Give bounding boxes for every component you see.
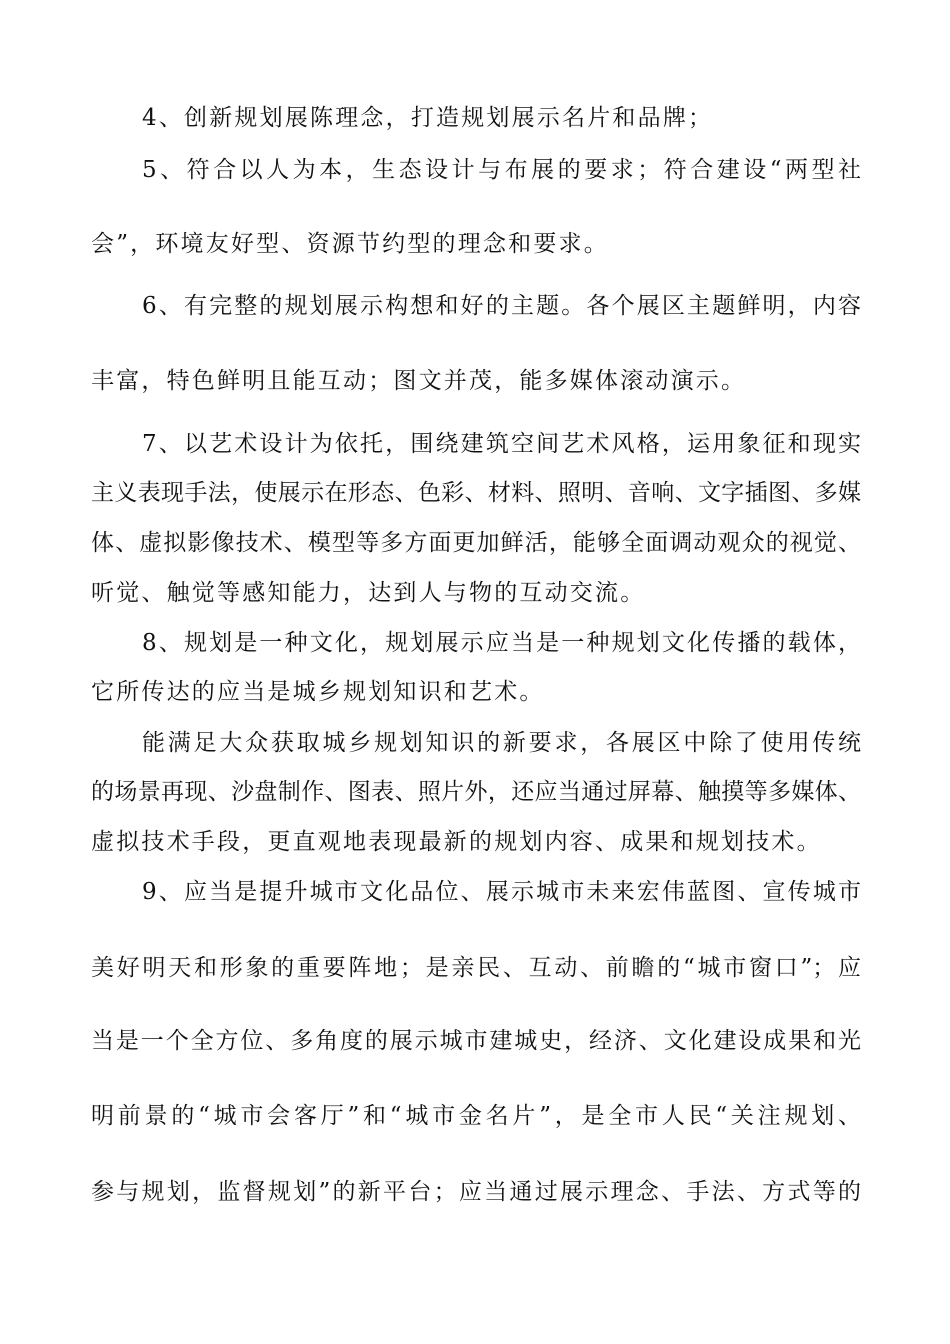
paragraph-9-line-2: 美好明天和形象的重要阵地；是亲民、互动、前瞻的“城市窗口”；应	[91, 955, 861, 981]
paragraph-5-line-2: 会”，环境友好型、资源节约型的理念和要求。	[91, 231, 609, 257]
paragraph-8-line-1: 8、规划是一种文化，规划展示应当是一种规划文化传播的载体，	[142, 630, 861, 656]
paragraph-6-line-1: 6、有完整的规划展示构想和好的主题。各个展区主题鲜明，内容	[142, 293, 861, 319]
paragraph-6-line-2: 丰富，特色鲜明且能互动；图文并茂，能多媒体滚动演示。	[91, 368, 747, 394]
paragraph-9-line-1: 9、应当是提升城市文化品位、展示城市未来宏伟蓝图、宣传城市	[142, 879, 861, 905]
paragraph-5-line-1: 5、符合以人为本，生态设计与布展的要求；符合建设“两型社	[142, 157, 861, 183]
paragraph-9-line-4: 明前景的“城市会客厅”和“城市金名片”，是全市人民“关注规划、	[91, 1103, 861, 1129]
paragraph-9-line-5: 参与规划，监督规划”的新平台；应当通过展示理念、手法、方式等的	[91, 1179, 861, 1205]
paragraph-8-line-2: 它所传达的应当是城乡规划知识和艺术。	[91, 679, 545, 705]
paragraph-7-line-2: 主义表现手法，使展示在形态、色彩、材料、照明、音响、文字插图、多媒	[91, 480, 861, 506]
paragraph-7-line-3: 体、虚拟影像技术、模型等多方面更加鲜活，能够全面调动观众的视觉、	[91, 530, 861, 556]
paragraph-4-line-1: 4、创新规划展陈理念，打造规划展示名片和品牌；	[142, 105, 714, 131]
paragraph-8b-line-3: 虚拟技术手段，更直观地表现最新的规划内容、成果和规划技术。	[91, 829, 822, 855]
paragraph-9-line-3: 当是一个全方位、多角度的展示城市建城史，经济、文化建设成果和光	[91, 1028, 861, 1054]
paragraph-7-line-4: 听觉、触觉等感知能力，达到人与物的互动交流。	[91, 580, 646, 606]
paragraph-7-line-1: 7、以艺术设计为依托，围绕建筑空间艺术风格，运用象征和现实	[142, 431, 861, 457]
paragraph-8b-line-2: 的场景再现、沙盘制作、图表、照片外，还应当通过屏幕、触摸等多媒体、	[91, 779, 861, 805]
paragraph-8b-line-1: 能满足大众获取城乡规划知识的新要求，各展区中除了使用传统	[142, 730, 861, 756]
